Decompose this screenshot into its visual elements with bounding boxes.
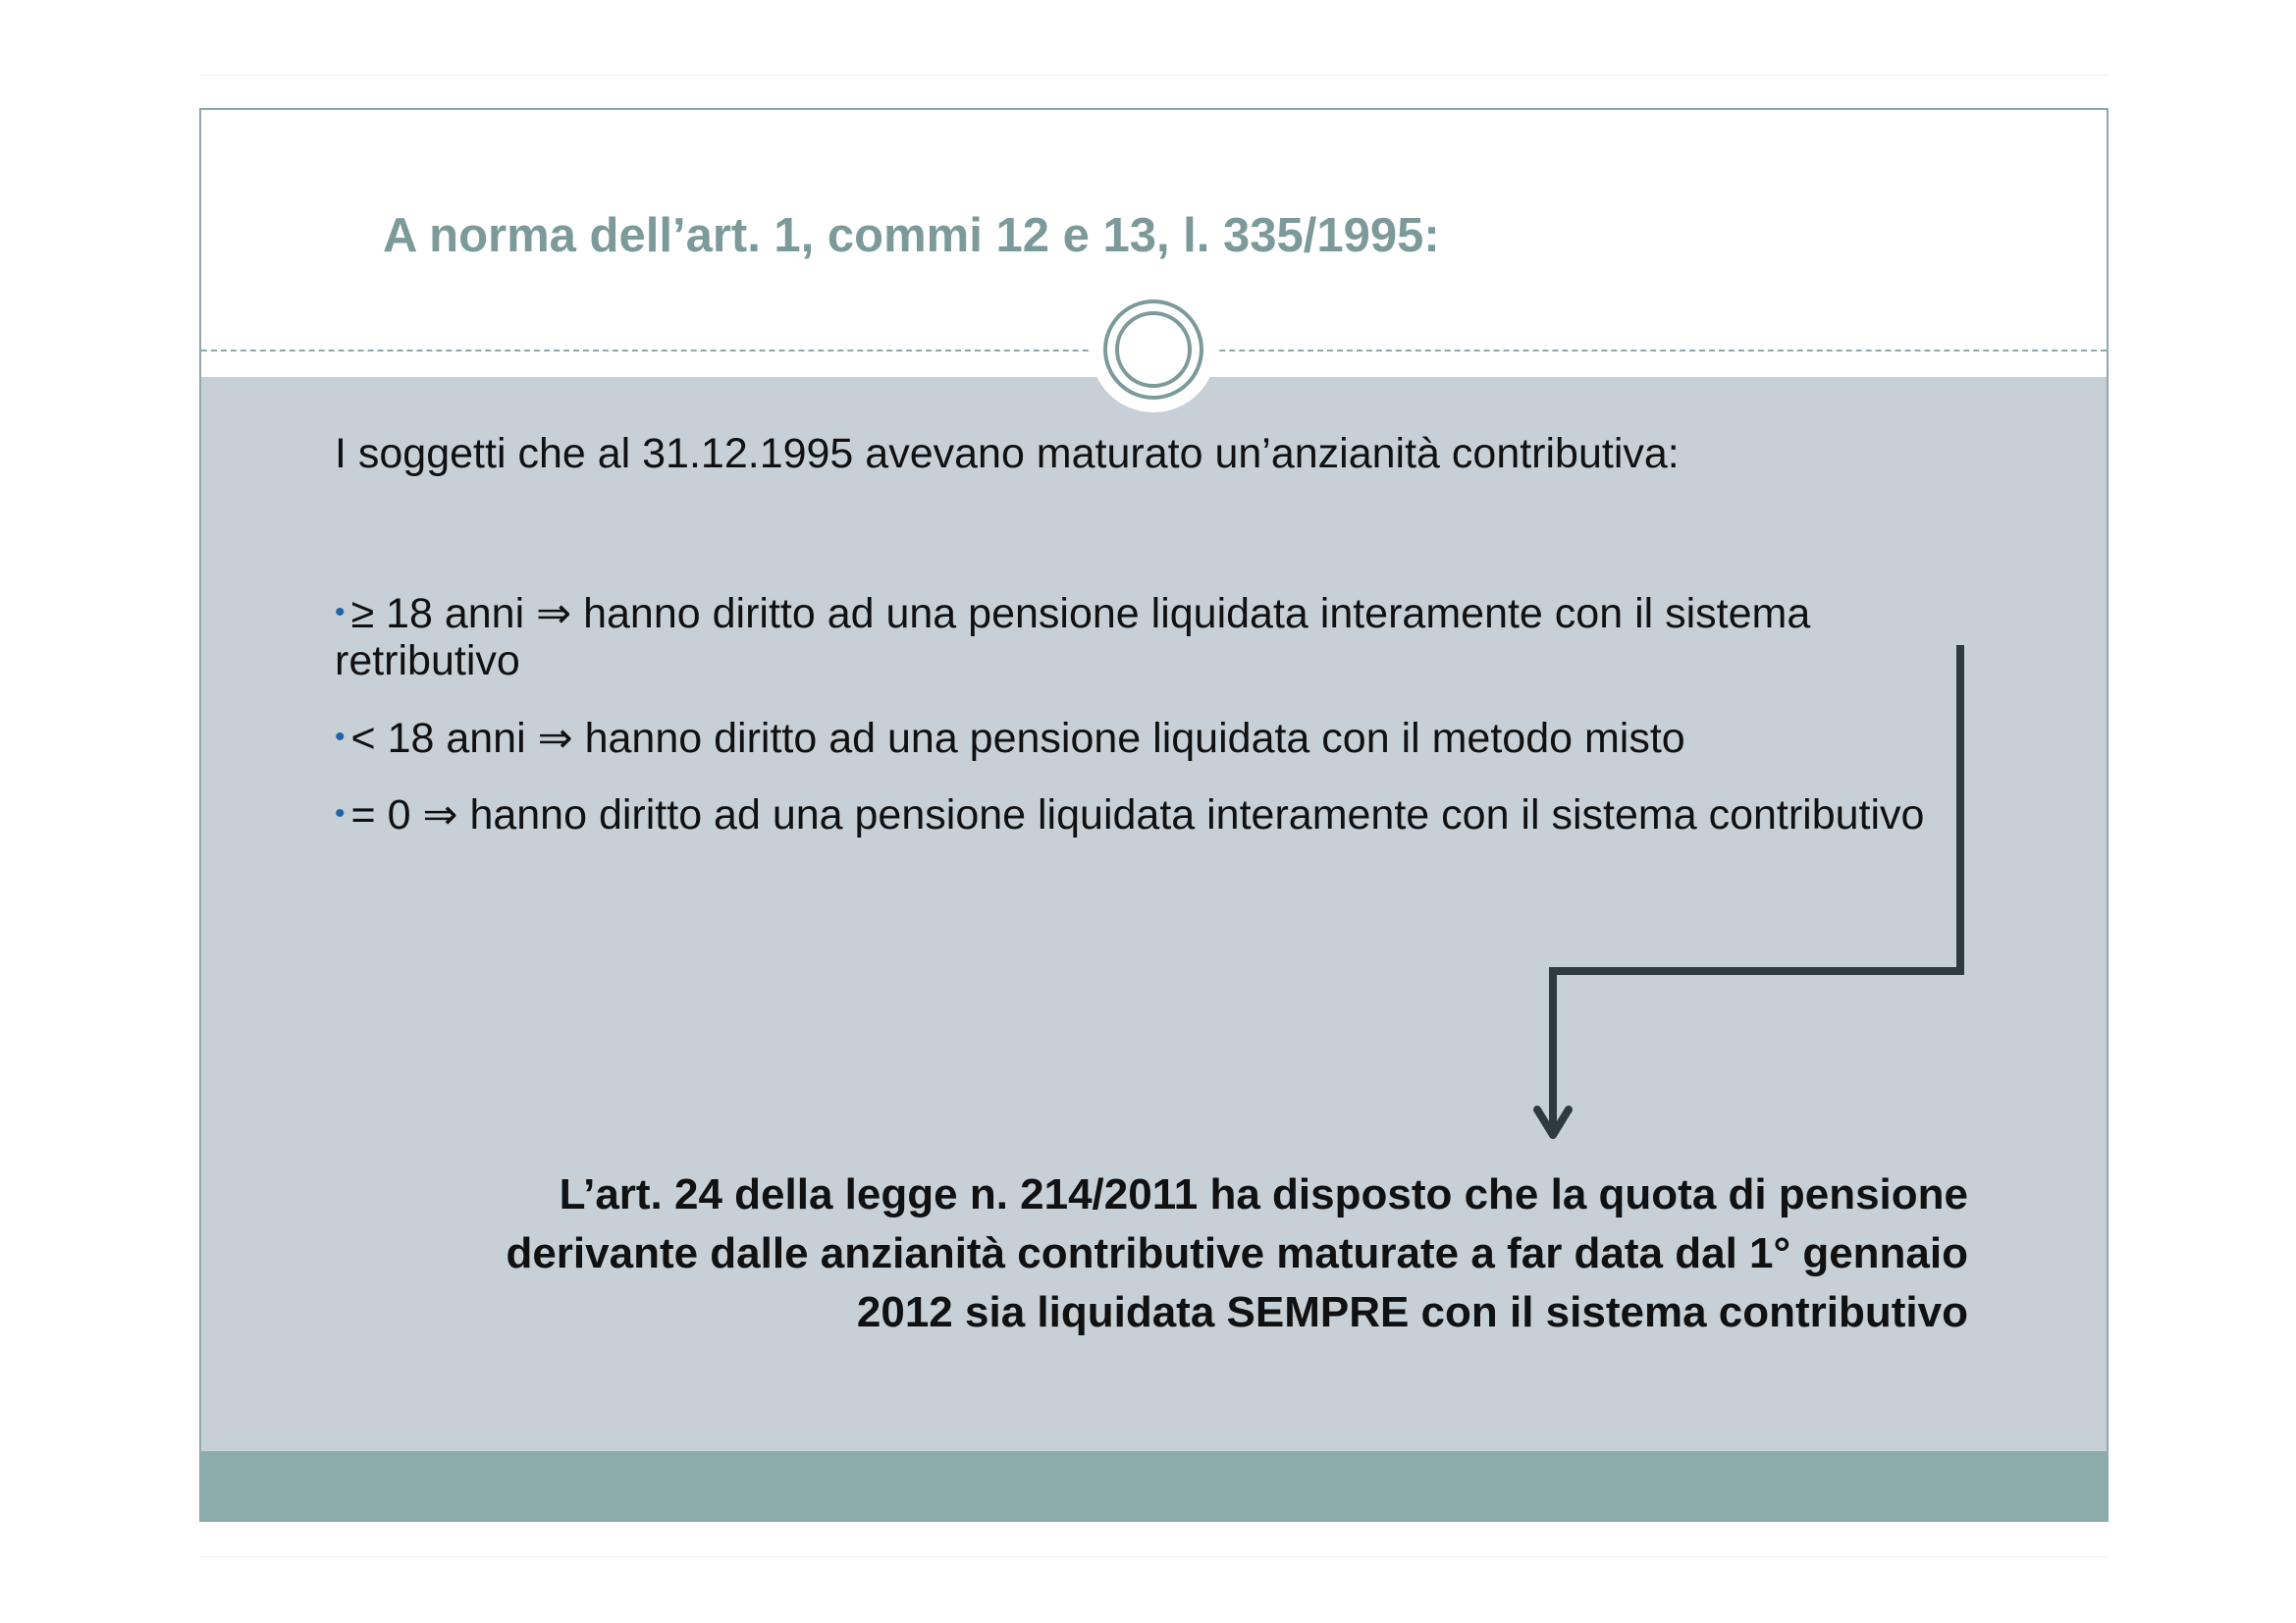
bullet-text: hanno diritto ad una pensione liquidata interamente con il sistema contributivo [469,791,1925,839]
bullet-condition: ≥ 18 anni [350,590,525,637]
conclusion-text: L’art. 24 della legge n. 214/2011 ha disposto che la quota di pensione derivante dalle anzianità contributive maturate a far data dal 1° gennaio 2012 sia liquidata SEMPRE con il sistema contributivo [506,1170,1968,1336]
intro-text: I soggetti che al 31.12.1995 avevano maturato un’anzianità contributiva: [335,430,1680,477]
slide [199,108,2109,1522]
slide-title: A norma dell’art. 1, commi 12 e 13, l. 335/1995: [383,209,1440,262]
connector-line [1553,645,1960,1131]
page-edge-top [199,75,2108,76]
bullet-text: hanno diritto ad una pensione liquidata interamente con il sistema retributivo [335,590,1811,684]
footer-band [201,1451,2107,1522]
bullet-condition: < 18 anni [350,715,526,762]
bullet-icon: • [335,797,346,830]
implies-arrow-icon: ⇒ [537,715,573,762]
bullet-icon: • [335,596,346,628]
bullet-condition: = 0 [350,791,411,839]
bullet-text: hanno diritto ad una pensione liquidata con il metodo misto [584,715,1685,762]
bullet-icon: • [335,721,346,753]
implies-arrow-icon: ⇒ [422,791,458,839]
implies-arrow-icon: ⇒ [536,590,572,637]
page-edge-bottom [199,1556,2108,1557]
